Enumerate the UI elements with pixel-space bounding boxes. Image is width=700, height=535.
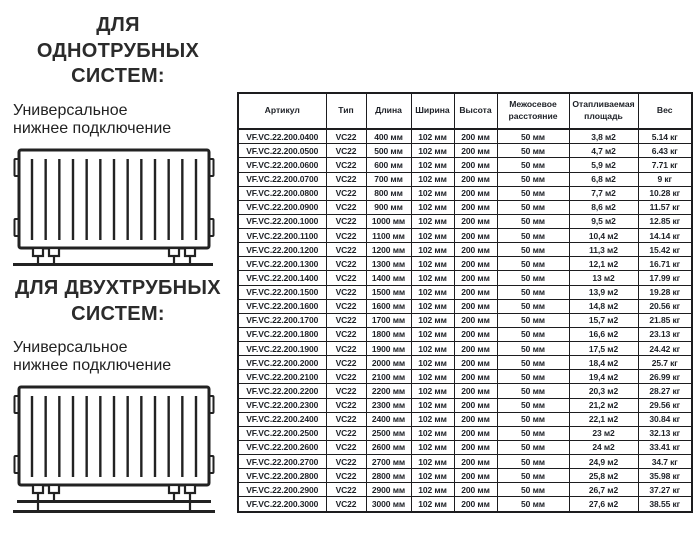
table-cell: 5,9 м2	[569, 158, 638, 172]
table-row	[238, 426, 692, 440]
table-cell: 24,9 м2	[569, 455, 638, 469]
table-cell: 900 мм	[366, 200, 411, 214]
spec-table-area	[237, 92, 691, 513]
table-cell: VC22	[326, 412, 366, 426]
table-cell: 50 мм	[497, 412, 569, 426]
table-cell: 102 мм	[411, 426, 454, 440]
table-cell: 50 мм	[497, 129, 569, 144]
table-cell: 50 мм	[497, 271, 569, 285]
table-cell: 35.98 кг	[638, 469, 692, 483]
table-cell: 102 мм	[411, 483, 454, 497]
table-cell: 1700 мм	[366, 313, 411, 327]
column-header: Отапливаемая площадь	[569, 93, 638, 129]
table-cell: 200 мм	[454, 200, 497, 214]
valve-icon	[169, 248, 179, 256]
table-row	[238, 384, 692, 398]
table-cell: 15.42 кг	[638, 243, 692, 257]
table-cell: VF.VC.22.200.1200	[238, 243, 326, 257]
table-cell: 6.43 кг	[638, 144, 692, 158]
table-cell: VC22	[326, 144, 366, 158]
table-cell: 200 мм	[454, 299, 497, 313]
table-cell: 600 мм	[366, 158, 411, 172]
table-cell: 50 мм	[497, 158, 569, 172]
table-cell: 50 мм	[497, 299, 569, 313]
column-header: Вес	[638, 93, 692, 129]
table-row	[238, 497, 692, 512]
table-cell: 24.42 кг	[638, 342, 692, 356]
table-cell: 200 мм	[454, 257, 497, 271]
table-cell: 102 мм	[411, 172, 454, 186]
table-cell: 200 мм	[454, 129, 497, 144]
table-row	[238, 257, 692, 271]
table-cell: 102 мм	[411, 214, 454, 228]
table-cell: 34.7 кг	[638, 455, 692, 469]
table-cell: VF.VC.22.200.2700	[238, 455, 326, 469]
two-pipe-heading	[13, 276, 223, 327]
table-cell: VF.VC.22.200.2200	[238, 384, 326, 398]
table-cell: 7.71 кг	[638, 158, 692, 172]
table-cell: 2000 мм	[366, 356, 411, 370]
table-cell: VC22	[326, 271, 366, 285]
table-cell: 200 мм	[454, 356, 497, 370]
table-row	[238, 398, 692, 412]
heading-line: ДЛЯ ОДНОТРУБНЫХ	[36, 14, 200, 62]
column-header: Межосевое расстояние	[497, 93, 569, 129]
valve-icon	[49, 248, 59, 256]
table-cell: 11.57 кг	[638, 200, 692, 214]
table-cell: 200 мм	[454, 398, 497, 412]
table-cell: 200 мм	[454, 497, 497, 512]
table-cell: VF.VC.22.200.2400	[238, 412, 326, 426]
table-cell: VF.VC.22.200.2100	[238, 370, 326, 384]
table-cell: 200 мм	[454, 271, 497, 285]
table-cell: 102 мм	[411, 299, 454, 313]
table-row	[238, 243, 692, 257]
table-cell: 50 мм	[497, 186, 569, 200]
table-cell: VF.VC.22.200.1500	[238, 285, 326, 299]
table-cell: 200 мм	[454, 172, 497, 186]
radiator-diagram-two-pipe	[13, 384, 215, 518]
table-cell: 30.84 кг	[638, 412, 692, 426]
table-cell: 1800 мм	[366, 327, 411, 341]
table-row	[238, 370, 692, 384]
table-cell: 50 мм	[497, 398, 569, 412]
table-cell: 200 мм	[454, 426, 497, 440]
table-cell: 15,7 м2	[569, 313, 638, 327]
table-cell: VC22	[326, 356, 366, 370]
table-cell: VF.VC.22.200.3000	[238, 497, 326, 512]
column-header: Длина	[366, 93, 411, 129]
table-cell: VC22	[326, 384, 366, 398]
table-cell: VF.VC.22.200.0500	[238, 144, 326, 158]
table-cell: 50 мм	[497, 229, 569, 243]
table-cell: VF.VC.22.200.2600	[238, 440, 326, 454]
table-cell: 23 м2	[569, 426, 638, 440]
table-cell: 9,5 м2	[569, 214, 638, 228]
table-cell: 50 мм	[497, 440, 569, 454]
table-cell: 50 мм	[497, 384, 569, 398]
table-row	[238, 483, 692, 497]
table-cell: 200 мм	[454, 440, 497, 454]
table-cell: 102 мм	[411, 144, 454, 158]
table-cell: 50 мм	[497, 497, 569, 512]
connection-valves	[33, 248, 195, 263]
table-cell: 102 мм	[411, 158, 454, 172]
table-cell: VF.VC.22.200.1000	[238, 214, 326, 228]
table-row	[238, 214, 692, 228]
valve-icon	[185, 248, 195, 256]
table-cell: 10.28 кг	[638, 186, 692, 200]
table-cell: VF.VC.22.200.0700	[238, 172, 326, 186]
table-cell: 12.85 кг	[638, 214, 692, 228]
table-row	[238, 455, 692, 469]
table-cell: 25.7 кг	[638, 356, 692, 370]
valve-icon	[33, 485, 43, 493]
table-cell: 8,6 м2	[569, 200, 638, 214]
table-row	[238, 342, 692, 356]
table-cell: 33.41 кг	[638, 440, 692, 454]
table-cell: 200 мм	[454, 469, 497, 483]
table-cell: VC22	[326, 229, 366, 243]
table-cell: 1400 мм	[366, 271, 411, 285]
table-cell: 200 мм	[454, 285, 497, 299]
table-cell: 17,5 м2	[569, 342, 638, 356]
table-cell: VC22	[326, 455, 366, 469]
table-cell: VF.VC.22.200.1600	[238, 299, 326, 313]
table-cell: 16.71 кг	[638, 257, 692, 271]
table-cell: 20.56 кг	[638, 299, 692, 313]
table-cell: VF.VC.22.200.1100	[238, 229, 326, 243]
table-cell: 27,6 м2	[569, 497, 638, 512]
table-cell: 50 мм	[497, 455, 569, 469]
table-cell: 200 мм	[454, 455, 497, 469]
single-pipe-section	[13, 13, 223, 273]
table-cell: VC22	[326, 497, 366, 512]
table-cell: 50 мм	[497, 356, 569, 370]
table-cell: 14,8 м2	[569, 299, 638, 313]
table-row	[238, 271, 692, 285]
table-cell: 7,7 м2	[569, 186, 638, 200]
table-cell: VC22	[326, 469, 366, 483]
table-cell: 102 мм	[411, 200, 454, 214]
table-cell: VC22	[326, 327, 366, 341]
table-cell: VF.VC.22.200.1300	[238, 257, 326, 271]
table-row	[238, 172, 692, 186]
table-row	[238, 356, 692, 370]
table-cell: 50 мм	[497, 426, 569, 440]
table-cell: 18,4 м2	[569, 356, 638, 370]
table-cell: 19,4 м2	[569, 370, 638, 384]
single-pipe-heading	[13, 13, 223, 90]
table-cell: 200 мм	[454, 384, 497, 398]
table-cell: 1100 мм	[366, 229, 411, 243]
table-cell: 2900 мм	[366, 483, 411, 497]
table-cell: VF.VC.22.200.2500	[238, 426, 326, 440]
table-cell: 24 м2	[569, 440, 638, 454]
table-cell: 20,3 м2	[569, 384, 638, 398]
table-cell: 102 мм	[411, 412, 454, 426]
table-row	[238, 412, 692, 426]
table-cell: 1500 мм	[366, 285, 411, 299]
table-cell: 102 мм	[411, 440, 454, 454]
table-cell: 13,9 м2	[569, 285, 638, 299]
table-row	[238, 229, 692, 243]
table-cell: 200 мм	[454, 243, 497, 257]
table-body	[238, 129, 692, 512]
table-cell: 2800 мм	[366, 469, 411, 483]
table-cell: VC22	[326, 172, 366, 186]
table-cell: 200 мм	[454, 158, 497, 172]
valve-stems	[38, 256, 190, 263]
table-row	[238, 440, 692, 454]
table-cell: 2400 мм	[366, 412, 411, 426]
table-cell: 200 мм	[454, 327, 497, 341]
table-cell: VC22	[326, 483, 366, 497]
table-row	[238, 186, 692, 200]
table-cell: VC22	[326, 285, 366, 299]
table-cell: 50 мм	[497, 313, 569, 327]
table-cell: 102 мм	[411, 469, 454, 483]
table-cell: 28.27 кг	[638, 384, 692, 398]
table-cell: VC22	[326, 370, 366, 384]
table-cell: VC22	[326, 214, 366, 228]
table-cell: VC22	[326, 186, 366, 200]
table-cell: 26,7 м2	[569, 483, 638, 497]
valve-icon	[169, 485, 179, 493]
table-cell: 500 мм	[366, 144, 411, 158]
table-cell: 14.14 кг	[638, 229, 692, 243]
table-cell: 2300 мм	[366, 398, 411, 412]
table-cell: 1300 мм	[366, 257, 411, 271]
table-cell: VC22	[326, 299, 366, 313]
radiator-spec-table	[237, 92, 693, 513]
table-cell: 50 мм	[497, 285, 569, 299]
table-cell: VC22	[326, 257, 366, 271]
table-cell: 50 мм	[497, 214, 569, 228]
table-cell: VF.VC.22.200.1900	[238, 342, 326, 356]
table-cell: 102 мм	[411, 384, 454, 398]
table-cell: 102 мм	[411, 342, 454, 356]
table-row	[238, 327, 692, 341]
table-cell: 102 мм	[411, 313, 454, 327]
table-cell: 3000 мм	[366, 497, 411, 512]
table-cell: VF.VC.22.200.1700	[238, 313, 326, 327]
column-header: Артикул	[238, 93, 326, 129]
table-cell: VF.VC.22.200.2300	[238, 398, 326, 412]
heading-line: ДЛЯ ДВУХТРУБНЫХ	[15, 277, 221, 299]
column-header: Ширина	[411, 93, 454, 129]
table-row	[238, 469, 692, 483]
table-cell: VF.VC.22.200.1400	[238, 271, 326, 285]
valve-icon	[33, 248, 43, 256]
valve-icon	[49, 485, 59, 493]
table-cell: 2700 мм	[366, 455, 411, 469]
table-cell: VC22	[326, 426, 366, 440]
radiator-diagram-single-pipe	[13, 147, 215, 273]
table-cell: 11,3 м2	[569, 243, 638, 257]
table-cell: 2200 мм	[366, 384, 411, 398]
table-cell: VC22	[326, 129, 366, 144]
table-cell: 102 мм	[411, 356, 454, 370]
table-cell: VC22	[326, 342, 366, 356]
table-cell: 200 мм	[454, 144, 497, 158]
table-cell: 2100 мм	[366, 370, 411, 384]
table-cell: 102 мм	[411, 370, 454, 384]
table-row	[238, 299, 692, 313]
table-cell: VF.VC.22.200.2800	[238, 469, 326, 483]
table-cell: 13 м2	[569, 271, 638, 285]
heading-line: СИСТЕМ:	[71, 65, 165, 88]
table-cell: 50 мм	[497, 370, 569, 384]
table-cell: 400 мм	[366, 129, 411, 144]
table-cell: 22,1 м2	[569, 412, 638, 426]
table-cell: 50 мм	[497, 469, 569, 483]
table-row	[238, 200, 692, 214]
table-cell: 17.99 кг	[638, 271, 692, 285]
table-cell: 50 мм	[497, 342, 569, 356]
table-cell: 21.85 кг	[638, 313, 692, 327]
subheading-line: нижнее подключение	[13, 357, 172, 375]
table-cell: VF.VC.22.200.2000	[238, 356, 326, 370]
subheading-line: Универсальное	[13, 101, 128, 119]
table-cell: 200 мм	[454, 214, 497, 228]
table-cell: 102 мм	[411, 285, 454, 299]
table-cell: 102 мм	[411, 229, 454, 243]
table-cell: 102 мм	[411, 327, 454, 341]
table-cell: VF.VC.22.200.1800	[238, 327, 326, 341]
table-cell: 38.55 кг	[638, 497, 692, 512]
table-cell: VC22	[326, 243, 366, 257]
table-cell: 200 мм	[454, 313, 497, 327]
two-pipe-section	[13, 276, 223, 518]
table-cell: 12,1 м2	[569, 257, 638, 271]
subheading-line: Универсальное	[13, 339, 128, 357]
table-cell: 6,8 м2	[569, 172, 638, 186]
table-cell: 102 мм	[411, 497, 454, 512]
column-header: Тип	[326, 93, 366, 129]
subheading-line: нижнее подключение	[13, 119, 172, 137]
table-cell: VC22	[326, 398, 366, 412]
table-cell: 102 мм	[411, 257, 454, 271]
table-cell: VF.VC.22.200.0600	[238, 158, 326, 172]
table-cell: 102 мм	[411, 186, 454, 200]
table-cell: 50 мм	[497, 243, 569, 257]
table-cell: 26.99 кг	[638, 370, 692, 384]
table-cell: 102 мм	[411, 398, 454, 412]
table-cell: 23.13 кг	[638, 327, 692, 341]
table-cell: VF.VC.22.200.0800	[238, 186, 326, 200]
table-cell: 50 мм	[497, 257, 569, 271]
table-cell: 2600 мм	[366, 440, 411, 454]
table-cell: 5.14 кг	[638, 129, 692, 144]
table-row	[238, 144, 692, 158]
table-cell: 37.27 кг	[638, 483, 692, 497]
table-cell: VF.VC.22.200.0400	[238, 129, 326, 144]
table-cell: VC22	[326, 440, 366, 454]
table-cell: 29.56 кг	[638, 398, 692, 412]
table-cell: 200 мм	[454, 412, 497, 426]
table-cell: 21,2 м2	[569, 398, 638, 412]
table-cell: 50 мм	[497, 172, 569, 186]
table-header-row	[238, 93, 692, 129]
table-cell: 2500 мм	[366, 426, 411, 440]
table-cell: 200 мм	[454, 370, 497, 384]
table-cell: 102 мм	[411, 243, 454, 257]
table-cell: 200 мм	[454, 483, 497, 497]
table-cell: 102 мм	[411, 129, 454, 144]
table-cell: 3,8 м2	[569, 129, 638, 144]
table-cell: 9 кг	[638, 172, 692, 186]
table-row	[238, 129, 692, 144]
table-cell: 50 мм	[497, 144, 569, 158]
table-row	[238, 285, 692, 299]
table-cell: 800 мм	[366, 186, 411, 200]
table-cell: 1600 мм	[366, 299, 411, 313]
valve-icon	[185, 485, 195, 493]
table-cell: 1200 мм	[366, 243, 411, 257]
column-header: Высота	[454, 93, 497, 129]
table-cell: VC22	[326, 200, 366, 214]
table-cell: 50 мм	[497, 327, 569, 341]
table-cell: 25,8 м2	[569, 469, 638, 483]
table-cell: VC22	[326, 158, 366, 172]
table-cell: 32.13 кг	[638, 426, 692, 440]
table-cell: 200 мм	[454, 186, 497, 200]
table-header	[238, 93, 692, 129]
table-cell: VF.VC.22.200.2900	[238, 483, 326, 497]
table-cell: 19.28 кг	[638, 285, 692, 299]
table-cell: 102 мм	[411, 455, 454, 469]
connection-schemes-panel	[0, 0, 237, 535]
connection-valves	[33, 485, 195, 511]
table-cell: 16,6 м2	[569, 327, 638, 341]
table-cell: VF.VC.22.200.0900	[238, 200, 326, 214]
table-cell: 50 мм	[497, 200, 569, 214]
table-cell: VC22	[326, 313, 366, 327]
table-cell: 200 мм	[454, 229, 497, 243]
table-cell: 102 мм	[411, 271, 454, 285]
table-cell: 1000 мм	[366, 214, 411, 228]
table-cell: 1900 мм	[366, 342, 411, 356]
table-cell: 200 мм	[454, 342, 497, 356]
table-cell: 4,7 м2	[569, 144, 638, 158]
table-row	[238, 158, 692, 172]
table-cell: 10,4 м2	[569, 229, 638, 243]
heading-line: СИСТЕМ:	[71, 302, 165, 325]
table-cell: 50 мм	[497, 483, 569, 497]
table-row	[238, 313, 692, 327]
table-cell: 700 мм	[366, 172, 411, 186]
